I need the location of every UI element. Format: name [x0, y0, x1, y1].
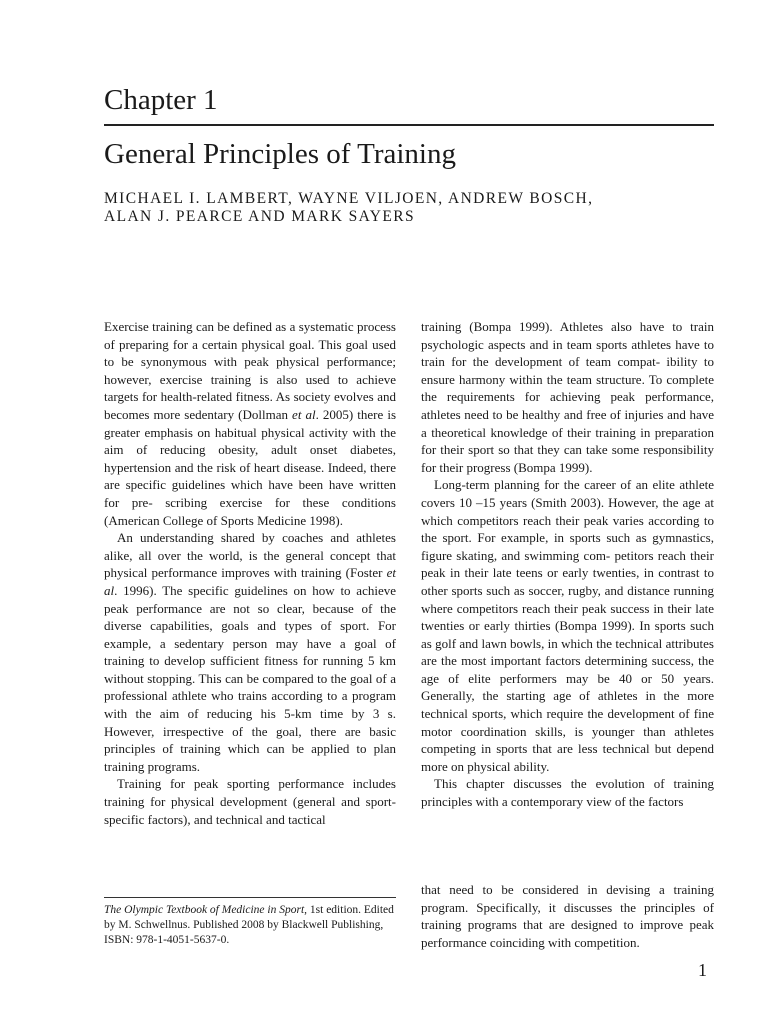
- right-column: [421, 318, 714, 811]
- footnote-rule: [104, 897, 396, 898]
- chapter-rule: [104, 124, 714, 126]
- authors: [104, 190, 593, 226]
- chapter-label: Chapter 1: [104, 84, 218, 116]
- footnote: The Olympic Textbook of Medicine in Sport, 1st edition. Edited by M. Schwellnus. Published 2008 by Blackwell Publishing, ISBN: 978-1-4051-5637-0.: [104, 904, 394, 947]
- right-paragraph-2: Long-term planning for the career of an elite athlete covers 10 –15 years (Smith 2003). However, the age at which competitors reach their peak varies according to the sport. For example, in sports such as gymnastics, figure skating, and swimming com- petitors reach their peak in their late teens or early twenties, in contrast to other sports such as soccer, rugby, and distance running where competitors reach their peak success in their late twenties or early thirties (Bompa 1999). In sports such as golf and lawn bowls, in which the technical attributes are the most important factors determining success, the age of elite performers may be 40 or 50 years. Generally, the starting age of athletes in the more technical sports, which require the development of fine motor coordination skills, is younger than athletes competing in sports that are less technical but depend more on physical ability.: [421, 477, 714, 774]
- book-title: The Olympic Textbook of Medicine in Sport: [104, 904, 305, 916]
- right-paragraph-1: training (Bompa 1999). Athletes also have to train psychologic aspects and in team sports athletes have to train for the development of team compat- ibility to ensure harmony within the team structure. To complete the requirements for achieving peak performance, athletes need to be healthy and free of injuries and have a theoretical knowledge of their training in preparation for their sport so that they can take some responsibility for their progress (Bompa 1999).: [421, 319, 714, 475]
- right-paragraph-3: This chapter discusses the evolution of training principles with a contemporary view of the factors: [421, 776, 714, 810]
- left-paragraph-2: An understanding shared by coaches and athletes alike, all over the world, is the general concept that physical performance improves with training (Foster et al. 1996). The specific guidelines on how to achieve peak performance are not so clear, because of the diverse capabilities, goals and types of sport. For example, a sedentary person may have a goal of training to develop sufficient fitness for running 5 km without stopping. This can be compared to the goal of a professional athlete who trains according to a program with the aim of reducing his 5-km time by 3 s. However, irrespective of the goal, there are basic principles of training which can be applied to plan training programs.: [104, 530, 396, 774]
- left-column: [104, 318, 396, 828]
- left-paragraph-1: Exercise training can be defined as a systematic process of preparing for a certain physical goal. This goal used to be synonymous with peak physical performance; however, exercise training is also used to achieve targets for health-related fitness. As society evolves and becomes more sedentary (Dollman et al. 2005) there is greater emphasis on habitual physical activity with the aim of reducing obesity, adult onset diabetes, hypertension and the risk of heart disease. Indeed, there are specific guidelines which have been have written for pre- scribing exercise for these conditions (American College of Sports Medicine 1998).: [104, 319, 397, 528]
- chapter-title: General Principles of Training: [104, 138, 456, 170]
- authors-line-2: ALAN J. PEARCE AND MARK SAYERS: [104, 208, 416, 225]
- authors-line-1: MICHAEL I. LAMBERT, WAYNE VILJOEN, ANDREW BOSCH,: [104, 190, 594, 207]
- page-number: 1: [698, 960, 707, 980]
- right-column-continuation: [421, 881, 714, 951]
- left-paragraph-3: Training for peak sporting performance includes training for physical development (general and sport-specific factors), and technical and tactical: [104, 776, 396, 827]
- right-paragraph-4: that need to be considered in devising a training program. Specifically, it discusses the principles of training programs that are designed to improve peak performance coinciding with competition.: [421, 882, 714, 950]
